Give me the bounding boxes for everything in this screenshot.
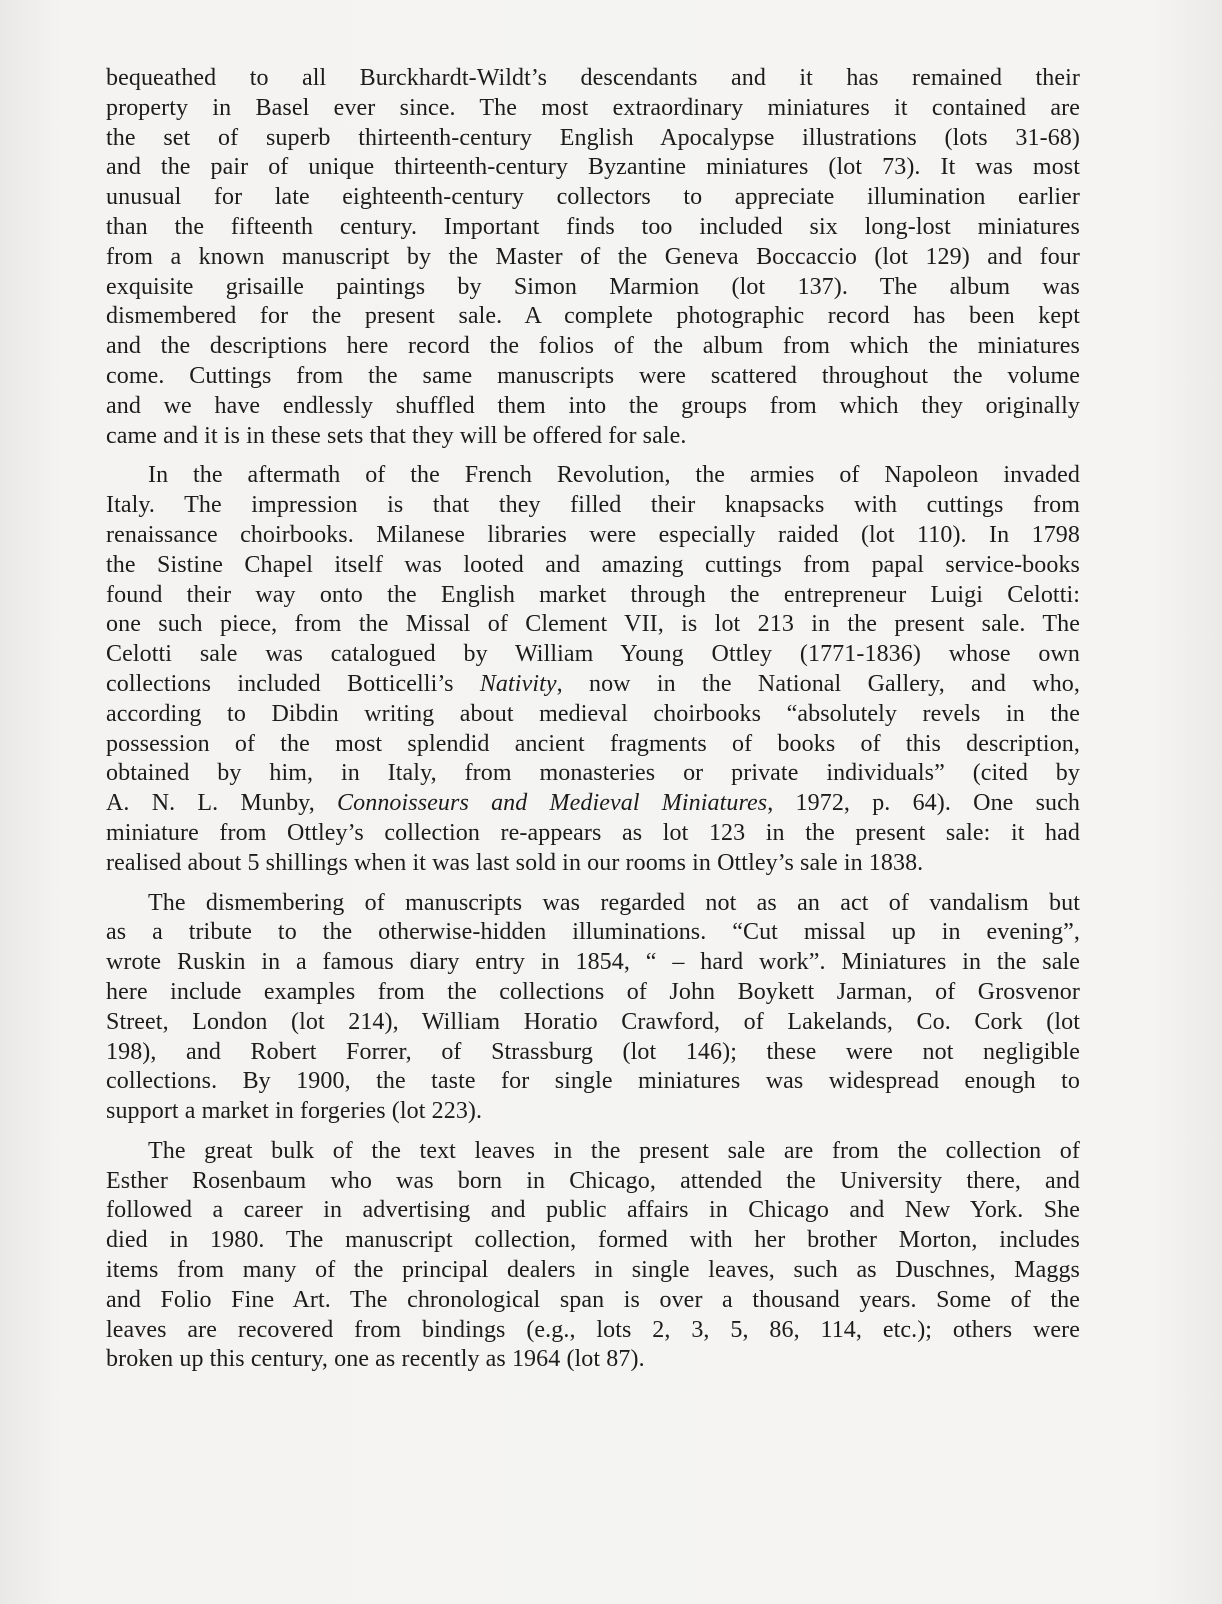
- text-line: [106, 978, 1080, 1008]
- text-segment: and the pair of unique thirteenth-century Byzantine miniatures (lot 73). It was most: [106, 154, 1080, 181]
- text-segment: obtained by him, in Italy, from monasteries or private individuals” (cited by: [106, 760, 1080, 787]
- italic-title: Nativity: [479, 670, 557, 697]
- text-line: [106, 948, 1080, 978]
- text-segment: In the aftermath of the French Revolution, the armies of Napoleon invaded: [148, 462, 1080, 489]
- text-segment: items from many of the principal dealers in single leaves, such as Duschnes, Maggs: [106, 1257, 1080, 1284]
- text-segment: miniature from Ottley’s collection re-appears as lot 123 in the present sale: it had: [106, 819, 1080, 846]
- text-line: [106, 819, 1080, 849]
- text-line: [106, 700, 1080, 730]
- text-line: [106, 1345, 1080, 1375]
- text-line: [106, 789, 1080, 819]
- text-line: [106, 1097, 1080, 1127]
- text-line: [106, 759, 1080, 789]
- text-line: [106, 1167, 1080, 1197]
- text-line: [106, 491, 1080, 521]
- text-segment: here include examples from the collections of John Boykett Jarman, of Grosvenor: [106, 978, 1080, 1005]
- text-segment: leaves are recovered from bindings (e.g., lots 2, 3, 5, 86, 114, etc.); others were: [106, 1316, 1080, 1343]
- text-line: [106, 730, 1080, 760]
- text-segment: 198), and Robert Forrer, of Strassburg (lot 146); these were not negligible: [106, 1038, 1080, 1065]
- text-segment: bequeathed to all Burckhardt-Wildt’s descendants and it has remained their: [106, 65, 1080, 91]
- text-line: [106, 302, 1080, 332]
- text-line: [106, 332, 1080, 362]
- text-line: [106, 124, 1080, 154]
- text-segment: and the descriptions here record the folios of the album from which the miniatures: [106, 333, 1080, 360]
- text-line: [106, 918, 1080, 948]
- text-line: [106, 849, 1080, 879]
- text-line: [106, 889, 1080, 919]
- body-text: [106, 64, 1080, 1385]
- text-line: [106, 610, 1080, 640]
- text-line: [106, 422, 1080, 452]
- text-line: [106, 670, 1080, 700]
- text-line: [106, 521, 1080, 551]
- text-segment: the Sistine Chapel itself was looted and amazing cuttings from papal service-books: [106, 551, 1080, 578]
- text-segment: The dismembering of manuscripts was regarded not as an act of vandalism but: [148, 889, 1080, 916]
- text-line: [106, 94, 1080, 124]
- text-line: [106, 1226, 1080, 1256]
- paragraph: [106, 64, 1080, 451]
- text-line: [106, 153, 1080, 183]
- text-line: [106, 640, 1080, 670]
- text-segment: according to Dibdin writing about medieval choirbooks “absolutely revels in the: [106, 700, 1080, 727]
- text-line: [106, 392, 1080, 422]
- text-segment: died in 1980. The manuscript collection, formed with her brother Morton, includes: [106, 1227, 1080, 1254]
- text-segment: realised about 5 shillings when it was last sold in our rooms in Ottley’s sale in 1838.: [106, 849, 924, 876]
- text-segment: came and it is in these sets that they will be offered for sale.: [106, 422, 687, 449]
- text-line: [106, 243, 1080, 273]
- italic-title: Connoisseurs and Medieval Miniatures: [337, 790, 768, 817]
- text-segment: broken up this century, one as recently as 1964 (lot 87).: [106, 1346, 645, 1373]
- text-line: [106, 551, 1080, 581]
- text-line: [106, 213, 1080, 243]
- text-line: [106, 1067, 1080, 1097]
- text-segment: and Folio Fine Art. The chronological span is over a thousand years. Some of the: [106, 1286, 1080, 1313]
- text-line: [106, 1137, 1080, 1167]
- text-segment: The great bulk of the text leaves in the present sale are from the collection of: [148, 1137, 1080, 1164]
- text-line: [106, 1038, 1080, 1068]
- text-line: [106, 64, 1080, 94]
- text-segment: collections. By 1900, the taste for single miniatures was widespread enough to: [106, 1068, 1080, 1095]
- text-line: [106, 1286, 1080, 1316]
- text-segment: one such piece, from the Missal of Clement VII, is lot 213 in the present sale. The: [106, 611, 1080, 638]
- text-line: [106, 461, 1080, 491]
- text-segment: Italy. The impression is that they filled their knapsacks with cuttings from: [106, 492, 1080, 519]
- text-segment: renaissance choirbooks. Milanese libraries were especially raided (lot 110). In 1798: [106, 521, 1080, 548]
- text-segment: unusual for late eighteenth-century collectors to appreciate illumination earlier: [106, 184, 1080, 211]
- text-line: [106, 362, 1080, 392]
- text-line: [106, 1196, 1080, 1226]
- text-segment: A. N. L. Munby,: [106, 790, 338, 817]
- text-segment: followed a career in advertising and public affairs in Chicago and New York. She: [106, 1197, 1080, 1224]
- text-segment: exquisite grisaille paintings by Simon Marmion (lot 137). The album was: [106, 273, 1080, 300]
- text-line: [106, 273, 1080, 303]
- text-segment: Street, London (lot 214), William Horatio Crawford, of Lakelands, Co. Cork (lot: [106, 1008, 1080, 1035]
- text-line: [106, 581, 1080, 611]
- text-line: [106, 1256, 1080, 1286]
- text-segment: , now in the National Gallery, and who,: [556, 670, 1080, 697]
- text-segment: Esther Rosenbaum who was born in Chicago, attended the University there, and: [106, 1167, 1080, 1194]
- text-segment: found their way onto the English market through the entrepreneur Luigi Celotti:: [106, 581, 1080, 608]
- text-segment: possession of the most splendid ancient fragments of books of this description,: [106, 730, 1080, 757]
- text-segment: as a tribute to the otherwise-hidden illuminations. “Cut missal up in evening”,: [106, 919, 1080, 946]
- text-segment: Celotti sale was catalogued by William Young Ottley (1771-1836) whose own: [106, 641, 1080, 668]
- text-line: [106, 183, 1080, 213]
- text-line: [106, 1316, 1080, 1346]
- paragraph: [106, 889, 1080, 1127]
- text-segment: from a known manuscript by the Master of the Geneva Boccaccio (lot 129) and four: [106, 243, 1080, 270]
- paragraph: [106, 461, 1080, 878]
- text-segment: dismembered for the present sale. A complete photographic record has been kept: [106, 303, 1080, 330]
- text-line: [106, 1008, 1080, 1038]
- text-segment: and we have endlessly shuffled them into the groups from which they originally: [106, 392, 1080, 419]
- text-segment: property in Basel ever since. The most extraordinary miniatures it contained are: [106, 94, 1080, 121]
- text-segment: than the fifteenth century. Important finds too included six long-lost miniatures: [106, 213, 1080, 240]
- text-segment: , 1972, p. 64). One such: [767, 790, 1080, 817]
- text-segment: collections included Botticelli’s: [106, 670, 480, 697]
- text-segment: come. Cuttings from the same manuscripts were scattered throughout the volume: [106, 362, 1080, 389]
- text-segment: support a market in forgeries (lot 223).: [106, 1098, 483, 1125]
- paragraph: [106, 1137, 1080, 1375]
- text-segment: wrote Ruskin in a famous diary entry in 1854, “ – hard work”. Miniatures in the sale: [106, 949, 1080, 976]
- text-segment: the set of superb thirteenth-century English Apocalypse illustrations (lots 31-68): [106, 124, 1080, 151]
